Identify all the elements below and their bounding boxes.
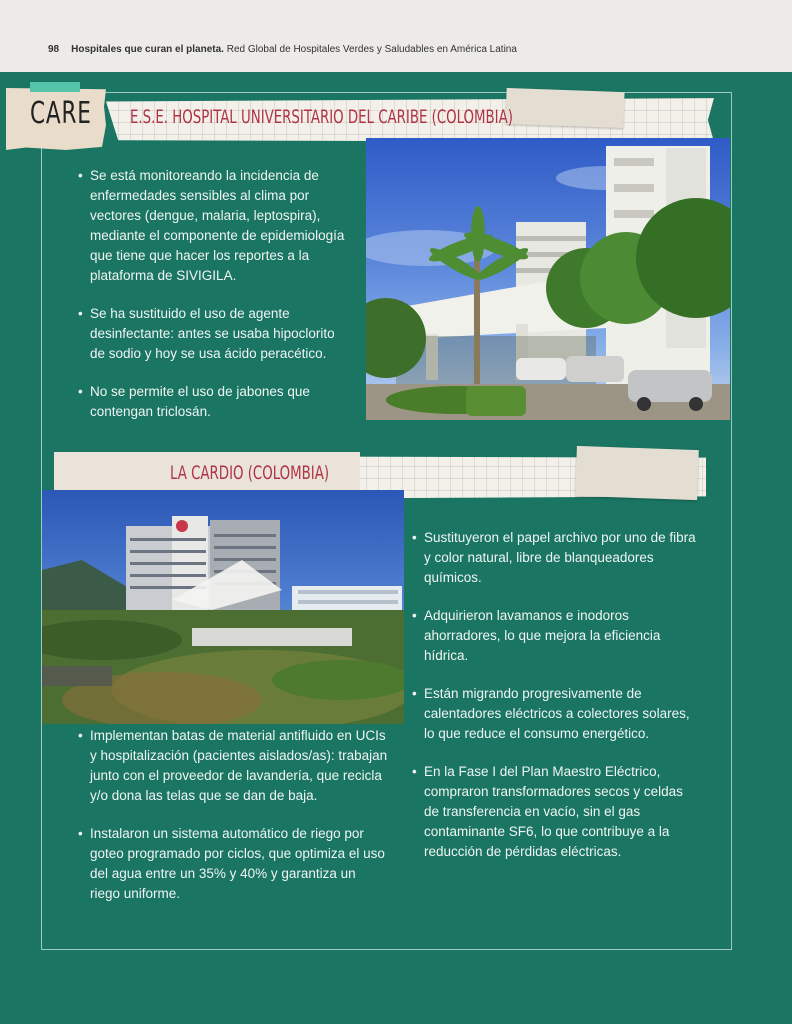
list-item: • Están migrando progresivamente de calentadores eléctricos a colectores solares, lo que reduce el consumo energético. [412, 684, 698, 744]
tape-strip [575, 446, 699, 500]
list-item: • No se permite el uso de jabones que contengan triclosán. [78, 382, 346, 422]
header-band [0, 0, 792, 72]
la-cardio-illustration [42, 490, 404, 724]
list-item: • Instalaron un sistema automático de riego por goteo programado por ciclos, que optimiza el uso del agua entre un 35% y 40% y garantiza un riego uniforme. [78, 824, 388, 904]
section2-right-bullet-list [412, 528, 698, 880]
care-tag-label: CARE [30, 96, 92, 131]
publication-subtitle: Red Global de Hospitales Verdes y Saludables en América Latina [223, 44, 517, 55]
publication-title: Hospitales que curan el planeta. [71, 44, 224, 55]
care-tag-stripe [30, 82, 80, 92]
hospital-caribe-photo [366, 138, 730, 420]
section1-title: E.S.E. HOSPITAL UNIVERSITARIO DEL CARIBE (COLOMBIA) [130, 106, 513, 128]
list-item: • Implementan batas de material antifluido en UCIs y hospitalización (pacientes aislados/as): trabajan junto con el proveedor de lavandería, que recicla y/o dona las telas que se dan de baja. [78, 726, 388, 806]
page-number: 98 [48, 44, 60, 55]
section2-title: LA CARDIO (COLOMBIA) [170, 462, 330, 484]
list-item: • Adquirieron lavamanos e inodoros ahorradores, lo que mejora la eficiencia hídrica. [412, 606, 698, 666]
list-item: • Se está monitoreando la incidencia de enfermedades sensibles al clima por vectores (dengue, malaria, leptospira), mediante el componente de epidemiología que tiene que hacer los reportes a la plataforma de SIVIGILA. [78, 166, 346, 286]
list-item: • Sustituyeron el papel archivo por uno de fibra y color natural, libre de blanqueadores químicos. [412, 528, 698, 588]
running-header [48, 44, 517, 55]
list-item: • Se ha sustituido el uso de agente desinfectante: antes se usaba hipoclorito de sodio y hoy se usa ácido peracético. [78, 304, 346, 364]
section2-left-bullet-list [78, 726, 388, 922]
list-item: • En la Fase I del Plan Maestro Eléctrico, compraron transformadores secos y celdas de transferencia en vacío, sin el gas contaminante SF6, lo que contribuye a la reducción de pérdidas eléctricas. [412, 762, 698, 862]
hospital-caribe-illustration [366, 138, 730, 420]
section1-bullet-list [78, 166, 346, 440]
la-cardio-photo [42, 490, 404, 724]
tape-strip [505, 88, 624, 128]
